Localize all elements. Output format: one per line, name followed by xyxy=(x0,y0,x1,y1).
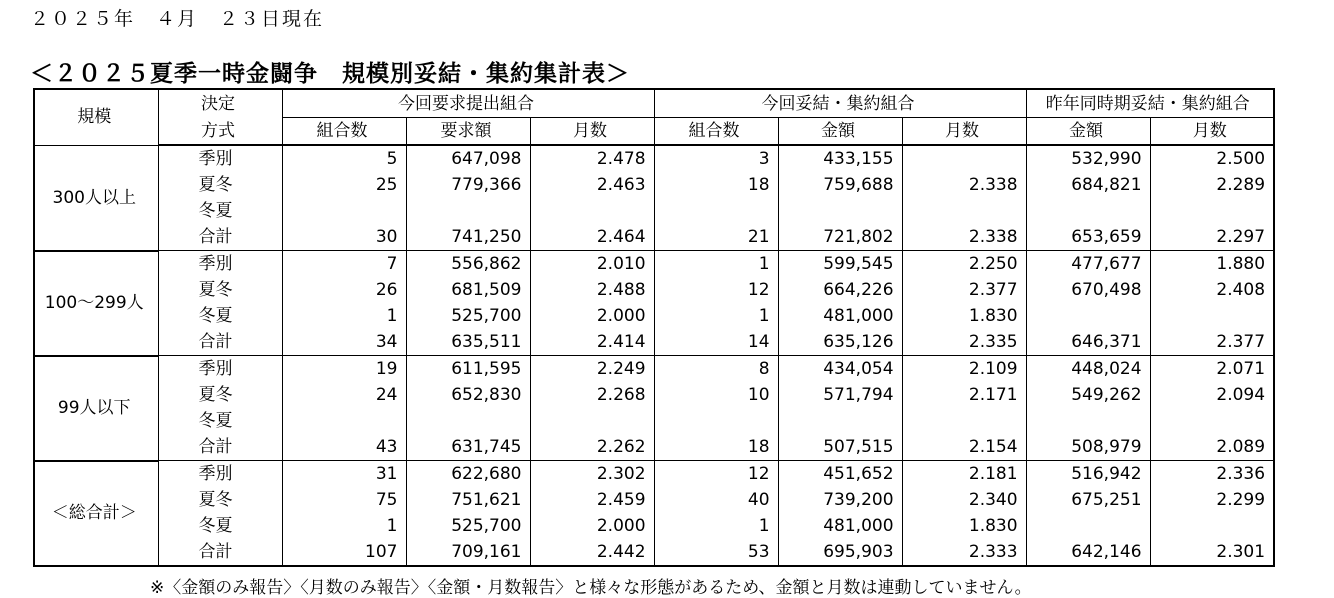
cell-ly-months: 2.500 xyxy=(1150,145,1274,172)
cell-set-amount: 695,903 xyxy=(778,539,902,566)
cell-ly-months: 2.089 xyxy=(1150,434,1274,461)
table-row xyxy=(34,382,1274,408)
decision-type: 冬夏 xyxy=(158,198,282,224)
cell-ly-amount: 532,990 xyxy=(1026,145,1150,172)
cell-req-months: 2.268 xyxy=(530,382,654,408)
cell-req-amount: 525,700 xyxy=(406,513,530,539)
cell-req-unions: 7 xyxy=(282,251,406,278)
cell-req-unions xyxy=(282,198,406,224)
cell-set-months: 2.181 xyxy=(902,461,1026,488)
cell-set-unions: 10 xyxy=(654,382,778,408)
cell-set-unions: 1 xyxy=(654,303,778,329)
table-row xyxy=(34,434,1274,461)
decision-type: 夏冬 xyxy=(158,277,282,303)
cell-ly-months: 2.377 xyxy=(1150,329,1274,356)
header-group-settled: 今回妥結・集約組合 xyxy=(654,89,1026,118)
decision-type: 季別 xyxy=(158,356,282,383)
cell-req-unions: 31 xyxy=(282,461,406,488)
cell-req-amount: 525,700 xyxy=(406,303,530,329)
cell-set-months xyxy=(902,145,1026,172)
decision-type: 冬夏 xyxy=(158,303,282,329)
cell-ly-months: 2.297 xyxy=(1150,224,1274,251)
table-row xyxy=(34,277,1274,303)
cell-set-amount: 481,000 xyxy=(778,303,902,329)
cell-req-amount: 741,250 xyxy=(406,224,530,251)
cell-req-unions xyxy=(282,408,406,434)
footnote: ※〈金額のみ報告〉〈月数のみ報告〉〈金額・月数報告〉と様々な形態があるため、金額と月数は連動していません。 xyxy=(150,578,1032,598)
cell-ly-months: 2.408 xyxy=(1150,277,1274,303)
table-row xyxy=(34,539,1274,566)
cell-ly-months xyxy=(1150,513,1274,539)
cell-req-unions: 26 xyxy=(282,277,406,303)
cell-req-months: 2.249 xyxy=(530,356,654,383)
cell-set-months xyxy=(902,408,1026,434)
cell-set-amount: 434,054 xyxy=(778,356,902,383)
cell-req-months xyxy=(530,198,654,224)
decision-type: 夏冬 xyxy=(158,382,282,408)
cell-req-unions: 30 xyxy=(282,224,406,251)
cell-req-months: 2.478 xyxy=(530,145,654,172)
cell-req-unions: 1 xyxy=(282,303,406,329)
header-decision-2: 方式 xyxy=(158,118,282,146)
header-row-2 xyxy=(34,118,1274,146)
table-row xyxy=(34,303,1274,329)
cell-req-months: 2.010 xyxy=(530,251,654,278)
table-row xyxy=(34,329,1274,356)
cell-ly-amount: 642,146 xyxy=(1026,539,1150,566)
cell-req-amount: 779,366 xyxy=(406,172,530,198)
cell-req-unions: 5 xyxy=(282,145,406,172)
table-row xyxy=(34,356,1274,383)
cell-ly-months xyxy=(1150,408,1274,434)
decision-type: 夏冬 xyxy=(158,487,282,513)
cell-req-amount: 681,509 xyxy=(406,277,530,303)
cell-ly-months: 1.880 xyxy=(1150,251,1274,278)
cell-set-unions xyxy=(654,408,778,434)
cell-req-unions: 1 xyxy=(282,513,406,539)
cell-ly-months: 2.071 xyxy=(1150,356,1274,383)
size-label: ＜総合計＞ xyxy=(34,461,158,567)
cell-ly-amount: 675,251 xyxy=(1026,487,1150,513)
cell-set-amount: 759,688 xyxy=(778,172,902,198)
size-label: 100～299人 xyxy=(34,251,158,356)
cell-ly-months xyxy=(1150,198,1274,224)
cell-set-amount: 664,226 xyxy=(778,277,902,303)
cell-req-months: 2.459 xyxy=(530,487,654,513)
cell-ly-months: 2.299 xyxy=(1150,487,1274,513)
header-set-amount: 金額 xyxy=(778,118,902,146)
cell-set-months: 2.338 xyxy=(902,224,1026,251)
header-req-months: 月数 xyxy=(530,118,654,146)
cell-ly-months: 2.094 xyxy=(1150,382,1274,408)
cell-set-months: 2.340 xyxy=(902,487,1026,513)
header-req-unions: 組合数 xyxy=(282,118,406,146)
cell-ly-amount: 448,024 xyxy=(1026,356,1150,383)
cell-req-unions: 25 xyxy=(282,172,406,198)
decision-type: 合計 xyxy=(158,539,282,566)
cell-set-unions xyxy=(654,198,778,224)
table-row xyxy=(34,408,1274,434)
cell-set-unions: 18 xyxy=(654,172,778,198)
cell-set-months: 2.171 xyxy=(902,382,1026,408)
cell-req-unions: 43 xyxy=(282,434,406,461)
cell-set-amount: 507,515 xyxy=(778,434,902,461)
cell-ly-amount: 653,659 xyxy=(1026,224,1150,251)
cell-set-months: 2.333 xyxy=(902,539,1026,566)
cell-set-unions: 14 xyxy=(654,329,778,356)
decision-type: 冬夏 xyxy=(158,513,282,539)
header-ly-months: 月数 xyxy=(1150,118,1274,146)
cell-set-months: 2.109 xyxy=(902,356,1026,383)
decision-type: 季別 xyxy=(158,145,282,172)
cell-set-amount: 481,000 xyxy=(778,513,902,539)
cell-ly-months: 2.336 xyxy=(1150,461,1274,488)
cell-set-months: 2.377 xyxy=(902,277,1026,303)
cell-req-amount xyxy=(406,198,530,224)
cell-req-amount: 709,161 xyxy=(406,539,530,566)
cell-set-amount xyxy=(778,408,902,434)
page-title: ＜２０２５夏季一時金闘争 規模別妥結・集約集計表＞ xyxy=(30,61,630,87)
header-group-lastyear: 昨年同時期妥結・集約組合 xyxy=(1026,89,1274,118)
cell-req-amount: 647,098 xyxy=(406,145,530,172)
cell-ly-amount xyxy=(1026,303,1150,329)
cell-req-months: 2.463 xyxy=(530,172,654,198)
cell-req-amount: 611,595 xyxy=(406,356,530,383)
decision-type: 冬夏 xyxy=(158,408,282,434)
cell-set-months: 1.830 xyxy=(902,303,1026,329)
cell-set-months: 2.250 xyxy=(902,251,1026,278)
size-label: 300人以上 xyxy=(34,145,158,251)
cell-set-amount: 571,794 xyxy=(778,382,902,408)
decision-type: 季別 xyxy=(158,461,282,488)
decision-type: 季別 xyxy=(158,251,282,278)
cell-req-months: 2.302 xyxy=(530,461,654,488)
header-ly-amount: 金額 xyxy=(1026,118,1150,146)
cell-set-amount xyxy=(778,198,902,224)
table-row xyxy=(34,461,1274,488)
cell-ly-amount: 549,262 xyxy=(1026,382,1150,408)
size-label: 99人以下 xyxy=(34,356,158,461)
cell-set-unions: 1 xyxy=(654,251,778,278)
cell-ly-amount: 516,942 xyxy=(1026,461,1150,488)
cell-req-amount: 556,862 xyxy=(406,251,530,278)
cell-ly-amount: 477,677 xyxy=(1026,251,1150,278)
header-size: 規模 xyxy=(34,89,158,145)
decision-type: 合計 xyxy=(158,329,282,356)
cell-req-unions: 19 xyxy=(282,356,406,383)
cell-req-unions: 24 xyxy=(282,382,406,408)
cell-ly-amount: 646,371 xyxy=(1026,329,1150,356)
cell-set-months: 2.154 xyxy=(902,434,1026,461)
cell-set-unions: 12 xyxy=(654,461,778,488)
cell-set-months: 1.830 xyxy=(902,513,1026,539)
cell-ly-months: 2.301 xyxy=(1150,539,1274,566)
cell-set-unions: 18 xyxy=(654,434,778,461)
cell-req-months: 2.464 xyxy=(530,224,654,251)
cell-set-unions: 21 xyxy=(654,224,778,251)
cell-ly-months: 2.289 xyxy=(1150,172,1274,198)
cell-set-amount: 721,802 xyxy=(778,224,902,251)
decision-type: 合計 xyxy=(158,224,282,251)
cell-req-amount: 631,745 xyxy=(406,434,530,461)
cell-set-months: 2.338 xyxy=(902,172,1026,198)
header-row-1 xyxy=(34,89,1274,118)
cell-req-amount: 652,830 xyxy=(406,382,530,408)
cell-set-unions: 8 xyxy=(654,356,778,383)
cell-req-amount: 635,511 xyxy=(406,329,530,356)
table-row xyxy=(34,145,1274,172)
table-row xyxy=(34,251,1274,278)
cell-req-amount: 622,680 xyxy=(406,461,530,488)
table-row xyxy=(34,172,1274,198)
cell-set-unions: 3 xyxy=(654,145,778,172)
cell-set-unions: 1 xyxy=(654,513,778,539)
cell-set-unions: 53 xyxy=(654,539,778,566)
cell-req-months xyxy=(530,408,654,434)
summary-table xyxy=(33,88,1275,567)
cell-set-amount: 433,155 xyxy=(778,145,902,172)
cell-req-unions: 107 xyxy=(282,539,406,566)
cell-set-amount: 739,200 xyxy=(778,487,902,513)
decision-type: 合計 xyxy=(158,434,282,461)
cell-ly-amount: 684,821 xyxy=(1026,172,1150,198)
table-row xyxy=(34,513,1274,539)
cell-set-amount: 451,652 xyxy=(778,461,902,488)
cell-req-unions: 75 xyxy=(282,487,406,513)
decision-type: 夏冬 xyxy=(158,172,282,198)
cell-ly-amount xyxy=(1026,408,1150,434)
cell-set-amount: 599,545 xyxy=(778,251,902,278)
cell-ly-amount: 670,498 xyxy=(1026,277,1150,303)
header-set-unions: 組合数 xyxy=(654,118,778,146)
table-row xyxy=(34,487,1274,513)
cell-req-amount xyxy=(406,408,530,434)
cell-ly-amount xyxy=(1026,198,1150,224)
header-group-request: 今回要求提出組合 xyxy=(282,89,654,118)
cell-req-months: 2.262 xyxy=(530,434,654,461)
table-row xyxy=(34,224,1274,251)
cell-req-months: 2.000 xyxy=(530,303,654,329)
header-set-months: 月数 xyxy=(902,118,1026,146)
cell-ly-amount xyxy=(1026,513,1150,539)
cell-ly-months xyxy=(1150,303,1274,329)
cell-req-unions: 34 xyxy=(282,329,406,356)
cell-set-unions: 12 xyxy=(654,277,778,303)
cell-req-months: 2.414 xyxy=(530,329,654,356)
cell-req-months: 2.488 xyxy=(530,277,654,303)
report-date: ２０２５年 ４月 ２３日現在 xyxy=(30,8,325,30)
cell-set-unions: 40 xyxy=(654,487,778,513)
cell-set-amount: 635,126 xyxy=(778,329,902,356)
cell-req-months: 2.000 xyxy=(530,513,654,539)
header-decision-1: 決定 xyxy=(158,89,282,118)
header-req-amount: 要求額 xyxy=(406,118,530,146)
cell-req-amount: 751,621 xyxy=(406,487,530,513)
cell-req-months: 2.442 xyxy=(530,539,654,566)
cell-set-months: 2.335 xyxy=(902,329,1026,356)
cell-ly-amount: 508,979 xyxy=(1026,434,1150,461)
cell-set-months xyxy=(902,198,1026,224)
table-row xyxy=(34,198,1274,224)
